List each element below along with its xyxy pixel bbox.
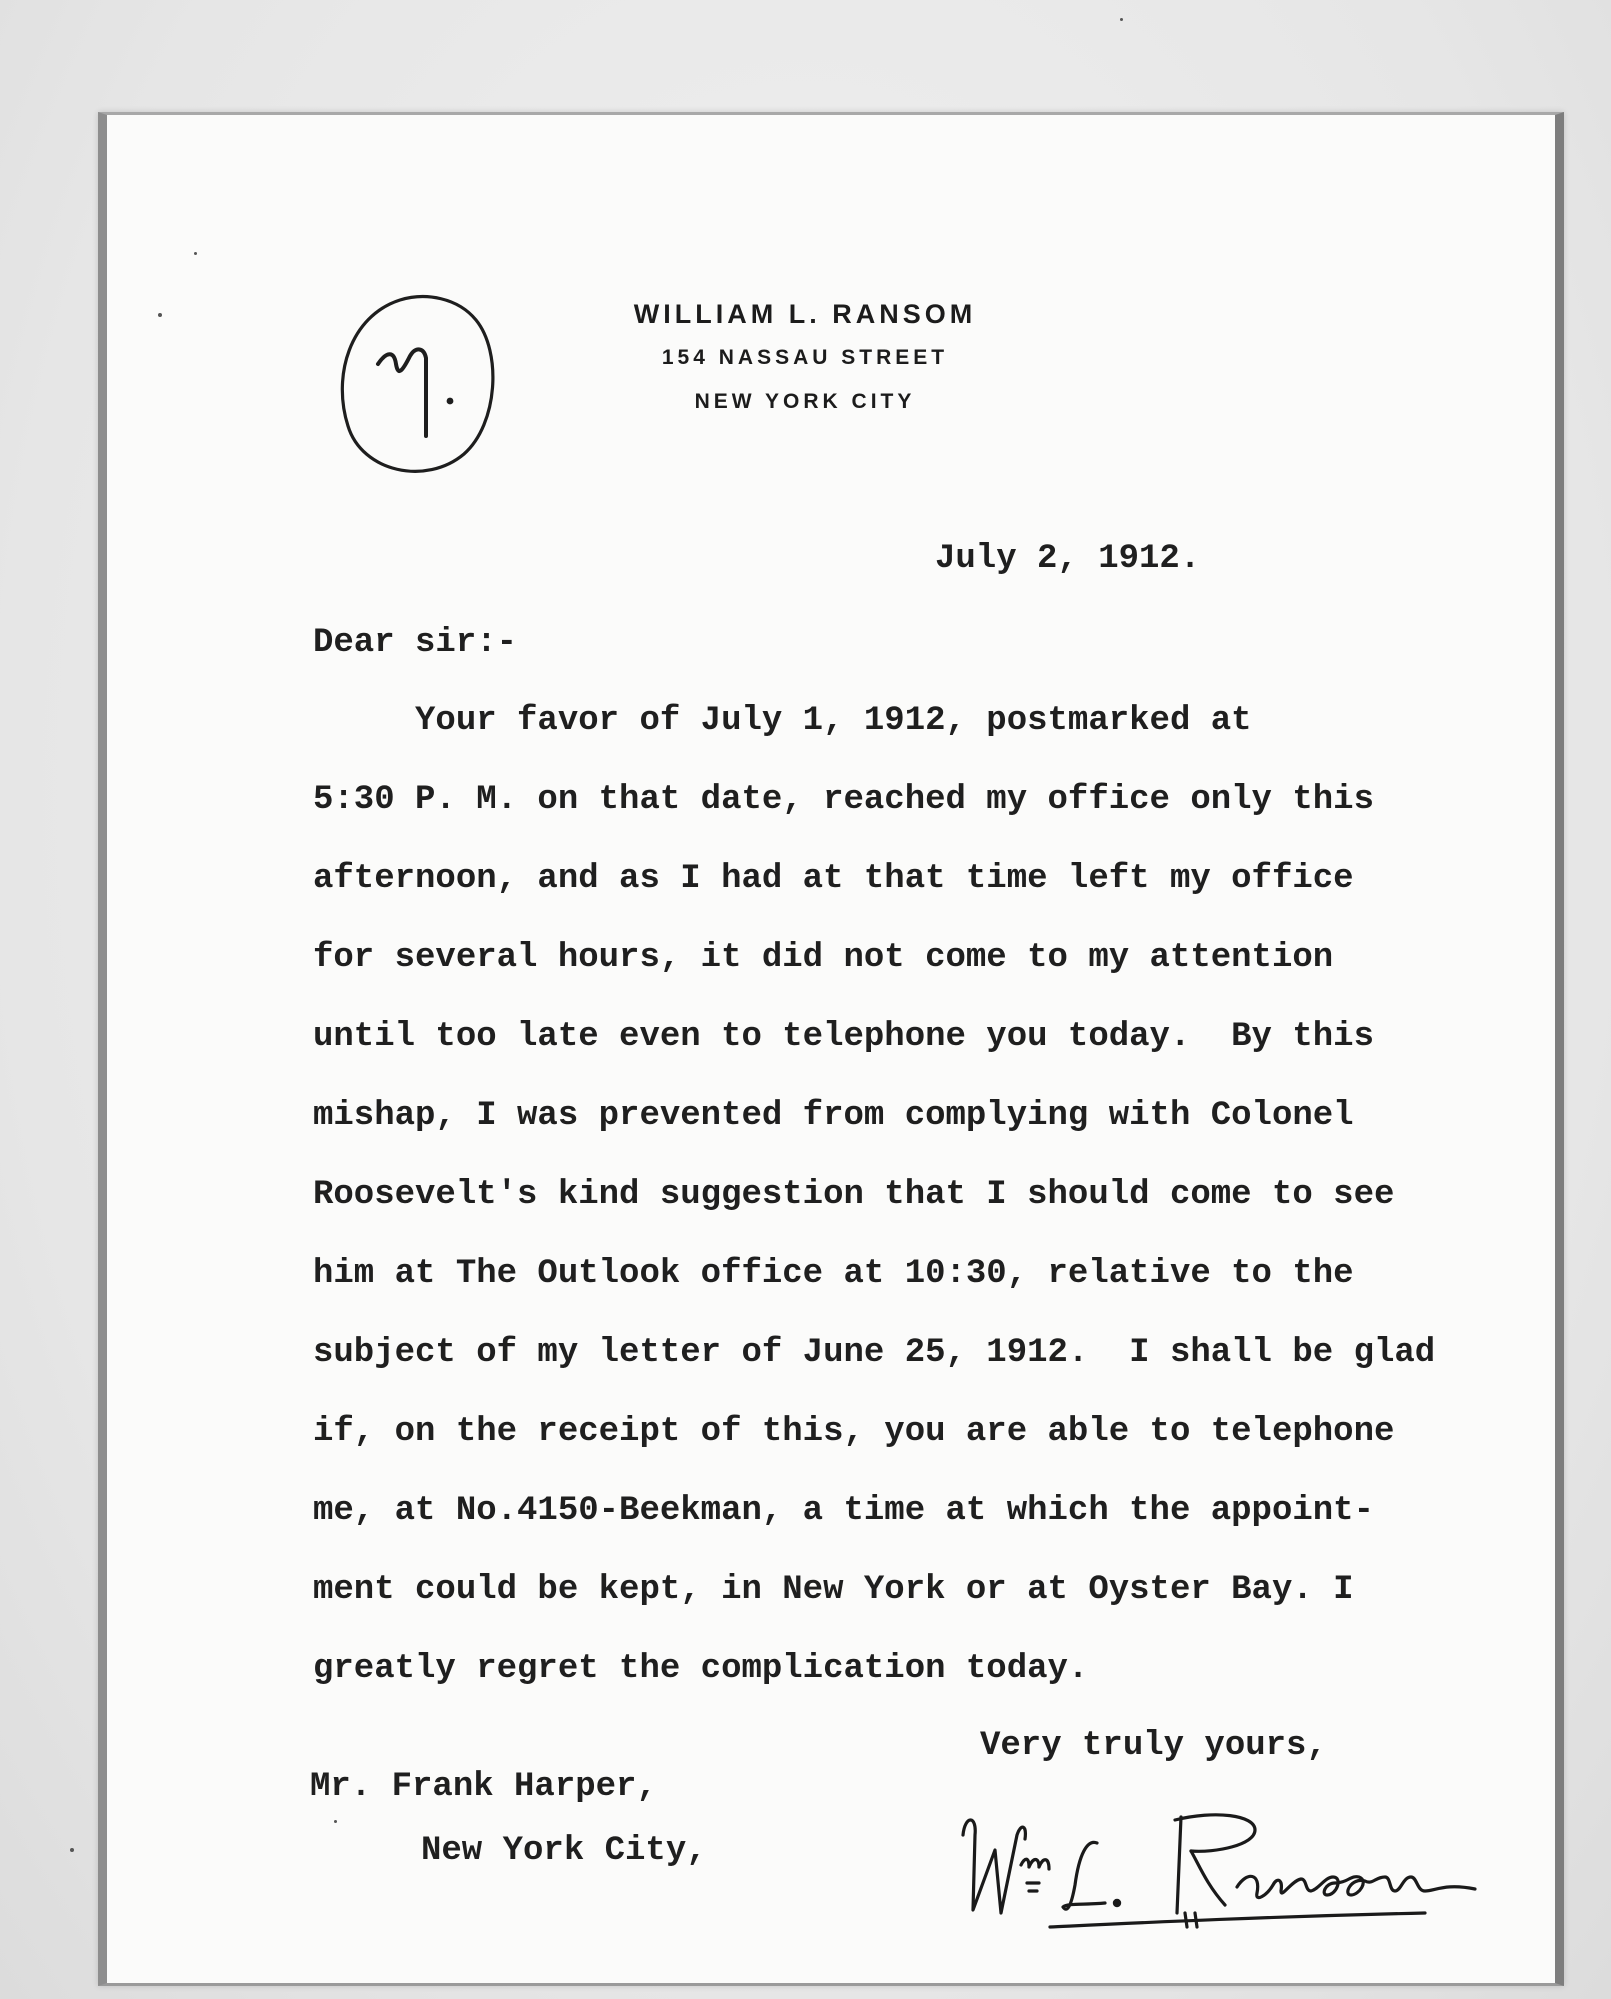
body-line: if, on the receipt of this, you are able to telephone: [313, 1413, 1395, 1451]
body-line: ment could be kept, in New York or at Oyster Bay. I: [313, 1571, 1354, 1609]
body-line: Roosevelt's kind suggestion that I should come to see: [313, 1176, 1395, 1214]
letterhead-city: NEW YORK CITY: [694, 390, 916, 413]
circled-folio-mark: [330, 286, 500, 486]
scan-speck: [70, 1848, 74, 1852]
letterhead-name: WILLIAM L. RANSOM: [633, 299, 977, 329]
scan-speck: [158, 313, 162, 317]
body-line: afternoon, and as I had at that time left my office: [313, 860, 1354, 898]
scan-speck: [1120, 18, 1123, 21]
addressee-name: Mr. Frank Harper,: [310, 1768, 657, 1806]
body-line: 5:30 P. M. on that date, reached my office only this: [313, 781, 1374, 819]
body-line: for several hours, it did not come to my attention: [313, 939, 1334, 977]
body-line: greatly regret the complication today.: [313, 1650, 1089, 1688]
body-line: mishap, I was prevented from complying with Colonel: [313, 1097, 1354, 1135]
scan-speck: [194, 252, 197, 255]
scan-speck: [334, 1820, 337, 1823]
body-line: subject of my letter of June 25, 1912. I shall be glad: [313, 1334, 1436, 1372]
body-line: Your favor of July 1, 1912, postmarked at: [313, 702, 1252, 740]
salutation: Dear sir:-: [313, 624, 518, 662]
addressee-city: New York City,: [421, 1832, 707, 1870]
body-line: me, at No.4150-Beekman, a time at which the appoint-: [313, 1492, 1374, 1530]
complimentary-closing: Very truly yours,: [980, 1727, 1327, 1765]
body-line: until too late even to telephone you today. By this: [313, 1018, 1374, 1056]
letterhead-street: 154 NASSAU STREET: [661, 346, 949, 369]
letter-date: July 2, 1912.: [935, 540, 1201, 578]
body-line: him at The Outlook office at 10:30, relative to the: [313, 1255, 1354, 1293]
handwritten-signature: [955, 1795, 1490, 1935]
letterhead: [570, 292, 1040, 424]
